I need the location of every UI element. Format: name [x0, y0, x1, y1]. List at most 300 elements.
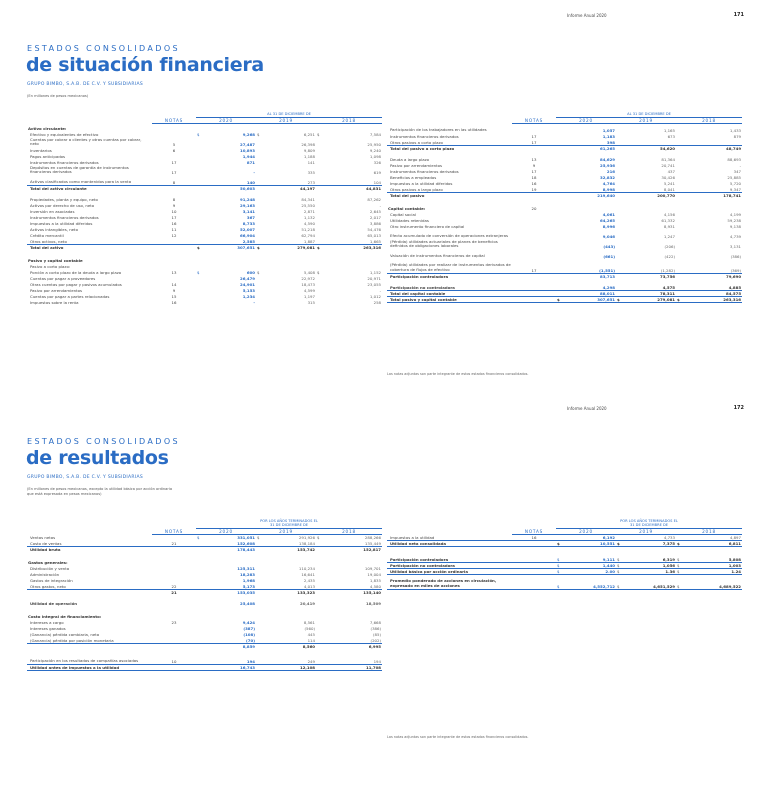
currency-sign — [556, 229, 568, 239]
value-2020: 6,192 — [602, 534, 615, 540]
value-2018: 5,808 — [688, 556, 742, 562]
table-row — [387, 259, 742, 273]
company-name: GRUPO BIMBO, S.A.B. DE C.V. Y SUBSIDIARIAS — [27, 82, 144, 87]
report-label: Informe Anual 2020 — [567, 13, 607, 18]
value-2018: 48,749 — [688, 145, 742, 151]
currency-sign — [316, 664, 328, 670]
currency-sign: $ — [676, 540, 688, 546]
value-2020: (661) — [603, 254, 615, 259]
table-row — [387, 296, 742, 302]
value-2020: 307,651 — [208, 244, 256, 250]
row-label: Participación no controladora — [387, 562, 512, 568]
value-2020: (70) — [246, 637, 255, 643]
value-2019: 1,165 — [663, 128, 675, 133]
currency-sign — [256, 175, 268, 185]
currency-sign: $ — [676, 556, 688, 562]
value-2019: 8,931 — [663, 224, 675, 229]
currency-sign — [256, 165, 268, 175]
currency-sign: $ — [256, 244, 268, 250]
value-2018: 326 — [373, 160, 382, 165]
row-label: Otros activos, neto — [30, 238, 67, 244]
row-label: Activos intangibles, neto — [30, 227, 78, 232]
section-label: ESTADOS CONSOLIDADOS — [27, 437, 181, 446]
currency-sign — [616, 229, 628, 239]
table-row — [387, 239, 742, 249]
row-label: Activos por derecho de uso, neto — [30, 203, 95, 208]
row-label: Instrumentos financieros derivados — [30, 215, 99, 220]
value-2020: 2.00 — [568, 568, 616, 574]
value-2019: 315 — [307, 300, 315, 305]
value-2018: (85) — [373, 632, 382, 637]
currency-sign: $ — [616, 568, 628, 574]
notas-header: NOTAS — [512, 117, 556, 123]
value-2020 — [568, 203, 616, 211]
value-2018: 2,017 — [369, 215, 382, 220]
currency-sign — [316, 557, 328, 565]
currency-sign: $ — [257, 270, 260, 275]
row-label: Otras cuentas por pagar y pasivos acumulados — [30, 282, 122, 287]
value-2018: 4,580 — [369, 583, 382, 589]
note-ref — [512, 249, 556, 259]
value-2019: 291,926 — [298, 535, 315, 540]
currency-sign — [676, 203, 688, 211]
value-2019: 8,041 — [663, 186, 675, 192]
note-ref: 17 — [531, 134, 537, 139]
row-label: Otros gastos, neto — [30, 583, 66, 589]
table-row — [27, 611, 382, 619]
value-2018: 135,140 — [328, 589, 382, 595]
value-2018: 4,739 — [729, 234, 742, 239]
currency-sign: $ — [676, 296, 688, 302]
value-2020: 1,944 — [242, 154, 255, 159]
value-2020: 140 — [246, 179, 255, 185]
currency-sign — [256, 299, 268, 305]
row-label: Otro instrumento financiero de capital — [390, 224, 465, 229]
value-2019: 20,741 — [661, 163, 675, 168]
currency-sign — [316, 654, 328, 664]
value-2019: 1,197 — [303, 294, 315, 299]
currency-sign — [316, 137, 328, 147]
value-2018: 20,971 — [367, 276, 382, 281]
value-2018: 3,131 — [729, 244, 742, 249]
row-label: Beneficios a empleados — [390, 175, 437, 180]
currency-sign: $ — [317, 535, 320, 540]
value-2020: 1,968 — [242, 578, 255, 583]
value-2018: 1,003 — [688, 562, 742, 568]
currency-sign: $ — [616, 540, 628, 546]
value-2019: 4,013 — [303, 583, 315, 589]
value-2019: 4,733 — [663, 534, 675, 540]
value-2020: - — [253, 300, 255, 305]
year-header: 2019 — [616, 528, 676, 534]
year-header: 2018 — [676, 117, 742, 123]
note-ref — [512, 296, 556, 302]
value-2018 — [328, 557, 382, 565]
currency-sign: $ — [616, 579, 628, 589]
value-2018: 84,575 — [688, 290, 742, 296]
units-line: (En millones de pesos mexicanos, excepto la utilidad básica por acción ordinaria — [27, 487, 173, 491]
value-2020: 194 — [246, 658, 255, 664]
value-2020: 2,585 — [242, 238, 255, 244]
value-2020: 84,629 — [599, 157, 615, 162]
year-header: 2020 — [556, 528, 616, 534]
currency-sign: $ — [616, 556, 628, 562]
value-2018 — [688, 203, 742, 211]
value-2020: 5,153 — [242, 288, 255, 293]
period-header: AL 31 DE DICIEMBRE DE — [556, 111, 742, 117]
value-2018: 6,811 — [688, 540, 742, 546]
year-header: 2018 — [316, 528, 382, 534]
value-2018: 1,835 — [369, 578, 382, 583]
value-2020: (387) — [243, 626, 255, 631]
value-2019: 141 — [307, 160, 315, 165]
value-2020: 153,035 — [208, 589, 256, 595]
value-2020: 9,424 — [242, 620, 255, 625]
value-2020: 398 — [606, 139, 615, 145]
value-2019: 44,197 — [268, 185, 316, 191]
value-2018: 1,012 — [369, 294, 382, 299]
value-2018: 88,693 — [727, 157, 742, 162]
year-header: 2019 — [616, 117, 676, 123]
row-label: Pasivo por arrendamientos — [390, 163, 443, 168]
note-ref: 16 — [531, 181, 537, 186]
currency-sign: $ — [556, 568, 568, 574]
currency-sign — [196, 175, 208, 185]
value-2020: 9,111 — [568, 556, 616, 562]
year-header: 2019 — [256, 117, 316, 123]
currency-sign — [196, 654, 208, 664]
value-2020: 3,141 — [242, 209, 255, 214]
page-number: 171 — [733, 12, 744, 18]
value-2020: 83,713 — [568, 273, 616, 279]
value-2019: 30,426 — [661, 175, 675, 180]
balance-right-table — [387, 111, 742, 303]
value-2018: 347 — [733, 169, 742, 174]
value-2020: 367 — [246, 215, 255, 220]
row-label: Promedio ponderado de acciones en circulación, expresado en miles de acciones — [387, 579, 512, 589]
value-2019: 1,247 — [663, 234, 675, 239]
value-2018: 4,897 — [729, 534, 742, 540]
value-2020: 8,996 — [602, 224, 615, 229]
value-2019: 61,332 — [661, 218, 675, 223]
value-2019: 4,575 — [662, 284, 675, 290]
row-label: Activos clasificados como mantenidos para la venta — [30, 178, 132, 184]
value-2018: (386) — [370, 626, 382, 631]
row-label: Gastos generales: — [28, 560, 68, 565]
note-ref — [512, 229, 556, 239]
row-label: Utilidad antes de impuestos a la utilidad — [27, 664, 152, 670]
value-2018: 87,262 — [367, 197, 382, 202]
row-label: Ventas netas — [30, 535, 56, 540]
value-2020: 871 — [246, 160, 255, 165]
value-2018: - — [739, 163, 742, 168]
value-2018: 1,665 — [369, 238, 382, 244]
note-ref — [512, 123, 556, 133]
table-row — [387, 123, 742, 133]
row-label: Utilidad bruta — [27, 546, 152, 552]
value-2018: 9,347 — [729, 186, 742, 192]
value-2019: 437 — [667, 169, 675, 174]
notas-header: NOTAS — [152, 117, 196, 123]
value-2018: 194 — [373, 658, 382, 664]
value-2020: 4,061 — [602, 212, 615, 217]
currency-sign — [616, 203, 628, 211]
value-2018 — [328, 255, 382, 263]
currency-sign — [676, 239, 688, 249]
value-2020: 66,904 — [239, 233, 255, 238]
income-right-table — [387, 517, 742, 590]
table-row — [27, 123, 382, 131]
value-2019: (206) — [664, 244, 675, 249]
value-2018: 4,885 — [728, 284, 742, 290]
year-header: 2018 — [676, 528, 742, 534]
table-row — [27, 664, 382, 670]
value-2018: 9,138 — [729, 224, 742, 229]
value-2020: 216 — [606, 169, 615, 174]
value-2018: 1,433 — [729, 128, 742, 133]
value-2020: 152,608 — [237, 540, 255, 546]
row-label: Participación no controladora — [390, 284, 455, 290]
row-label: Costo de ventas — [30, 540, 62, 546]
currency-sign — [196, 165, 208, 175]
note-ref: 17 — [531, 267, 537, 273]
note-ref: 8 — [172, 197, 176, 202]
currency-sign: $ — [196, 244, 208, 250]
currency-sign — [196, 299, 208, 305]
row-label: Depósitos en cuentas de garantía de instrumentos financieros derivados — [30, 165, 129, 175]
row-label: Instrumentos financieros derivados — [390, 134, 459, 139]
currency-sign — [196, 664, 208, 670]
value-2019: 279,081 — [268, 244, 316, 250]
value-2020: 32,832 — [599, 175, 615, 180]
period-line: POR LOS AÑOS TERMINADOS EL — [260, 518, 318, 523]
value-2018: 5,720 — [729, 181, 742, 186]
value-2019: 8,560 — [268, 643, 316, 649]
year-header: 2020 — [196, 117, 256, 123]
table-row — [387, 229, 742, 239]
value-2019: 1,188 — [303, 154, 315, 159]
value-2020: 125,311 — [237, 566, 255, 571]
value-2018: 4,199 — [729, 212, 742, 217]
currency-sign: $ — [556, 556, 568, 562]
value-2019: 25,550 — [301, 203, 315, 208]
value-2019: 335 — [307, 170, 315, 175]
value-2018: 44,831 — [328, 185, 382, 191]
value-2018: 263,316 — [328, 244, 382, 250]
note-ref: 19 — [531, 186, 537, 192]
value-2019: 7,375 — [628, 540, 676, 546]
row-label: Total del capital contable — [387, 290, 512, 296]
period-header — [196, 517, 382, 528]
row-label: Administración — [30, 572, 60, 577]
value-2018: 109,701 — [364, 566, 382, 571]
currency-sign: $ — [257, 132, 260, 137]
value-2019: 2,435 — [303, 578, 315, 583]
row-label: Gastos de integración — [30, 578, 73, 583]
row-label: (Ganancia) pérdida por posición monetaria — [30, 637, 114, 643]
note-ref — [512, 239, 556, 249]
value-2020: 4,764 — [602, 181, 615, 186]
currency-sign — [196, 557, 208, 565]
row-label: Costo integral de financiamiento: — [28, 614, 102, 619]
value-2019: 110,234 — [298, 566, 315, 571]
row-label: Pasivo y capital contable — [28, 258, 83, 263]
currency-sign: $ — [197, 270, 200, 275]
note-ref: 12 — [171, 233, 177, 238]
units-note — [27, 487, 172, 497]
year-header: 2019 — [256, 528, 316, 534]
year-header: 2020 — [556, 117, 616, 123]
value-2020: 1,234 — [242, 294, 255, 299]
value-2020: 10,893 — [239, 148, 255, 153]
value-2019: (560) — [304, 626, 315, 631]
note-ref: 9 — [532, 163, 536, 168]
row-label: Utilidades retenidas — [390, 218, 429, 223]
value-2020: 219,640 — [568, 192, 616, 198]
value-2019: 78,311 — [628, 290, 676, 296]
value-2019: 62,794 — [301, 233, 315, 238]
currency-sign: $ — [556, 579, 568, 589]
table-row — [27, 299, 382, 305]
note-ref: 17 — [171, 160, 177, 165]
row-label: Total pasivo y capital contable — [387, 296, 512, 302]
note-ref: 9 — [172, 288, 176, 293]
currency-sign — [556, 203, 568, 211]
value-2020: (1,551) — [599, 267, 615, 273]
value-2020: 91,248 — [239, 197, 255, 202]
value-2018: - — [379, 288, 382, 293]
currency-sign — [316, 255, 328, 263]
table-row — [27, 557, 382, 565]
value-2019 — [268, 557, 316, 565]
currency-sign: $ — [676, 579, 688, 589]
currency-sign — [256, 611, 268, 619]
value-2018: 25,950 — [367, 142, 382, 147]
value-2020 — [208, 255, 256, 263]
value-2019: 1,887 — [303, 238, 315, 244]
row-label: Intereses a cargo — [30, 620, 64, 625]
value-2018: 65,013 — [367, 233, 382, 238]
value-2019: 81,364 — [661, 157, 675, 162]
value-2020: 600 — [246, 270, 255, 275]
note-ref: 17 — [531, 169, 537, 174]
value-2019: 133,323 — [268, 589, 316, 595]
currency-sign — [556, 239, 568, 249]
value-2020: 25,936 — [599, 163, 615, 168]
value-2018: 18,509 — [366, 601, 382, 606]
value-2020: 8,998 — [602, 186, 615, 192]
value-2018 — [328, 123, 382, 131]
currency-sign — [676, 259, 688, 273]
page-income-statement — [0, 393, 768, 786]
value-2019: 54,620 — [628, 145, 676, 151]
currency-sign — [196, 123, 208, 131]
table-row — [387, 203, 742, 211]
footnote: Las notas adjuntas son parte integrante de estos estados financieros consolidados. — [387, 735, 529, 739]
currency-sign — [616, 259, 628, 273]
row-label: Participación en los resultados de compañías asociadas — [30, 657, 139, 663]
currency-sign: $ — [676, 568, 688, 574]
period-line: POR LOS AÑOS TERMINADOS EL — [620, 518, 678, 523]
note-ref: 6 — [172, 148, 176, 153]
row-label: Capital social — [390, 212, 416, 217]
currency-sign — [196, 611, 208, 619]
value-2020: 16,743 — [208, 664, 256, 670]
row-label: (Pérdida) utilidades por realizar de instrumentos derivados de cobertura de flujos de efectivo — [390, 262, 511, 272]
value-2019: 84,341 — [301, 197, 315, 202]
value-2020: 8,859 — [208, 643, 256, 649]
currency-sign — [196, 137, 208, 147]
company-name: GRUPO BIMBO, S.A.B. DE C.V. Y SUBSIDIARIAS — [27, 475, 144, 480]
value-2019: 279,081 — [628, 296, 676, 302]
value-2020: 88,011 — [568, 290, 616, 296]
value-2020: 9,046 — [602, 234, 615, 239]
value-2019 — [628, 203, 676, 211]
note-ref — [152, 611, 196, 619]
value-2019: 20,419 — [299, 601, 315, 606]
table-row — [27, 255, 382, 263]
currency-sign — [556, 123, 568, 133]
note-ref: 23 — [171, 620, 177, 625]
currency-sign — [556, 259, 568, 273]
notas-header: NOTAS — [512, 528, 556, 534]
note-ref: 9 — [172, 203, 176, 208]
row-label: Participación controladora — [387, 273, 512, 279]
value-2018: 79,690 — [688, 273, 742, 279]
currency-sign: $ — [316, 244, 328, 250]
row-label: Crédito mercantil — [30, 233, 64, 238]
currency-sign — [676, 123, 688, 133]
currency-sign: $ — [616, 296, 628, 302]
period-line: 31 DE DICIEMBRE DE — [269, 523, 309, 527]
currency-sign: $ — [317, 132, 320, 137]
value-2019: 2,871 — [303, 209, 315, 214]
row-label: Capital contable: — [388, 206, 426, 211]
currency-sign — [256, 557, 268, 565]
value-2018: 3,886 — [369, 221, 382, 226]
row-label: Participación controladora — [387, 556, 512, 562]
value-2020: 9,268 — [242, 132, 255, 137]
value-2020: 29,163 — [239, 203, 255, 208]
value-2019: 4,599 — [303, 288, 315, 293]
value-2020: 1,057 — [602, 128, 615, 133]
value-2020 — [208, 557, 256, 565]
row-label: Utilidad básica por acción ordinaria — [387, 568, 512, 574]
value-2019: 273 — [307, 179, 315, 185]
value-2019: 5,408 — [303, 270, 315, 275]
currency-sign — [556, 249, 568, 259]
note-ref: 5 — [172, 142, 176, 147]
value-2018: 7,584 — [369, 132, 382, 137]
value-2019 — [268, 611, 316, 619]
footnote: Las notas adjuntas son parte integrante de estos estados financieros consolidados. — [387, 372, 529, 376]
value-2019: 6,319 — [628, 556, 676, 562]
value-2018: - — [379, 203, 382, 208]
note-ref — [152, 664, 196, 670]
value-2020: 27,487 — [239, 142, 255, 147]
year-header: 2020 — [196, 528, 256, 534]
row-label: Deuda a largo plazo — [390, 157, 430, 162]
currency-sign: $ — [197, 132, 200, 137]
row-label: Utilidad neta consolidada — [387, 540, 512, 546]
currency-sign — [256, 255, 268, 263]
value-2018: 1.24 — [688, 568, 742, 574]
value-2020: 61,265 — [568, 145, 616, 151]
value-2018: 54,476 — [367, 227, 382, 232]
note-ref — [512, 579, 556, 589]
value-2019: 200,770 — [628, 192, 676, 198]
value-2018: 288,266 — [364, 535, 382, 540]
